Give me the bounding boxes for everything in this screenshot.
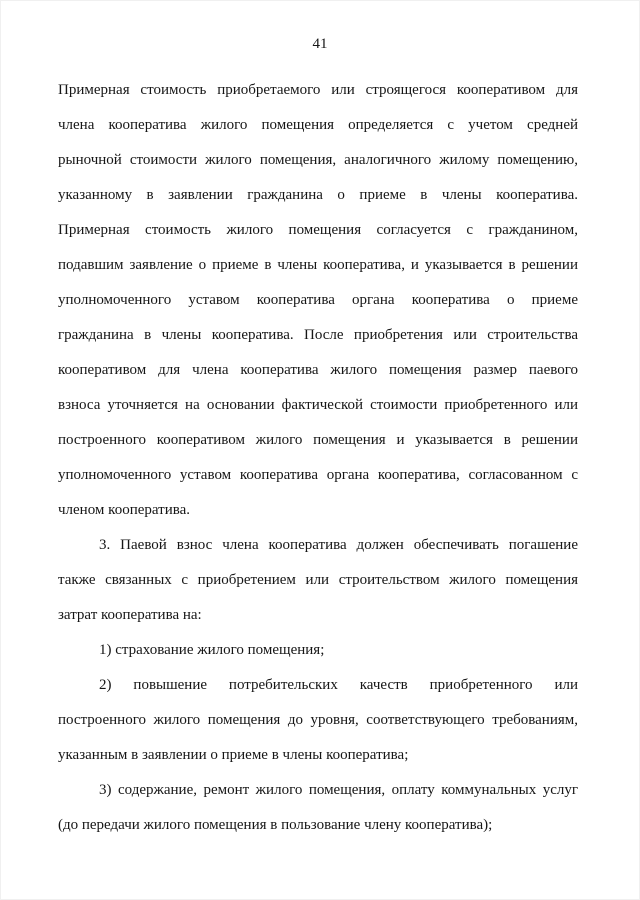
- text-line: построенного жилого помещения до уровня, соответствующего требованиям,: [58, 712, 578, 728]
- text-line: 2) повышение потребительских качеств приобретенного или: [99, 677, 578, 693]
- text-line: 1) страхование жилого помещения;: [99, 642, 325, 658]
- text-line: также связанных с приобретением или строительством жилого помещения: [58, 572, 578, 588]
- paragraph: [58, 528, 578, 633]
- page-number: 41: [312, 36, 328, 52]
- text-line: (до передачи жилого помещения в пользование члену кооператива);: [58, 817, 493, 833]
- text-line: затрат кооператива на:: [58, 607, 202, 623]
- text-line: гражданина в члены кооператива. После приобретения или строительства: [58, 327, 578, 343]
- paragraph: [58, 773, 578, 843]
- paragraph: [58, 73, 578, 528]
- text-line: указанным в заявлении о приеме в члены кооператива;: [58, 747, 409, 763]
- text-line: построенного кооперативом жилого помещения и указывается в решении: [58, 432, 578, 448]
- text-line: уполномоченного уставом кооператива органа кооператива о приеме: [58, 292, 578, 308]
- text-line: 3. Паевой взнос члена кооператива должен обеспечивать погашение: [99, 537, 578, 553]
- text-line: кооперативом для члена кооператива жилого помещения размер паевого: [58, 362, 578, 378]
- text-line: 3) содержание, ремонт жилого помещения, оплату коммунальных услуг: [99, 782, 578, 798]
- text-line: указанному в заявлении гражданина о приеме в члены кооператива.: [58, 187, 578, 203]
- paragraph: [58, 633, 578, 668]
- text-line: Примерная стоимость жилого помещения согласуется с гражданином,: [58, 222, 578, 238]
- text-line: члена кооператива жилого помещения определяется с учетом средней: [58, 117, 578, 133]
- text-line: членом кооператива.: [58, 502, 191, 518]
- text-line: уполномоченного уставом кооператива органа кооператива, согласованном с: [58, 467, 578, 483]
- text-line: взноса уточняется на основании фактической стоимости приобретенного или: [58, 397, 578, 413]
- text-line: подавшим заявление о приеме в члены кооператива, и указывается в решении: [58, 257, 578, 273]
- document-body: [58, 73, 578, 843]
- text-line: рыночной стоимости жилого помещения, аналогичного жилому помещению,: [58, 152, 578, 168]
- text-line: Примерная стоимость приобретаемого или строящегося кооперативом для: [58, 82, 578, 98]
- paragraph: [58, 668, 578, 773]
